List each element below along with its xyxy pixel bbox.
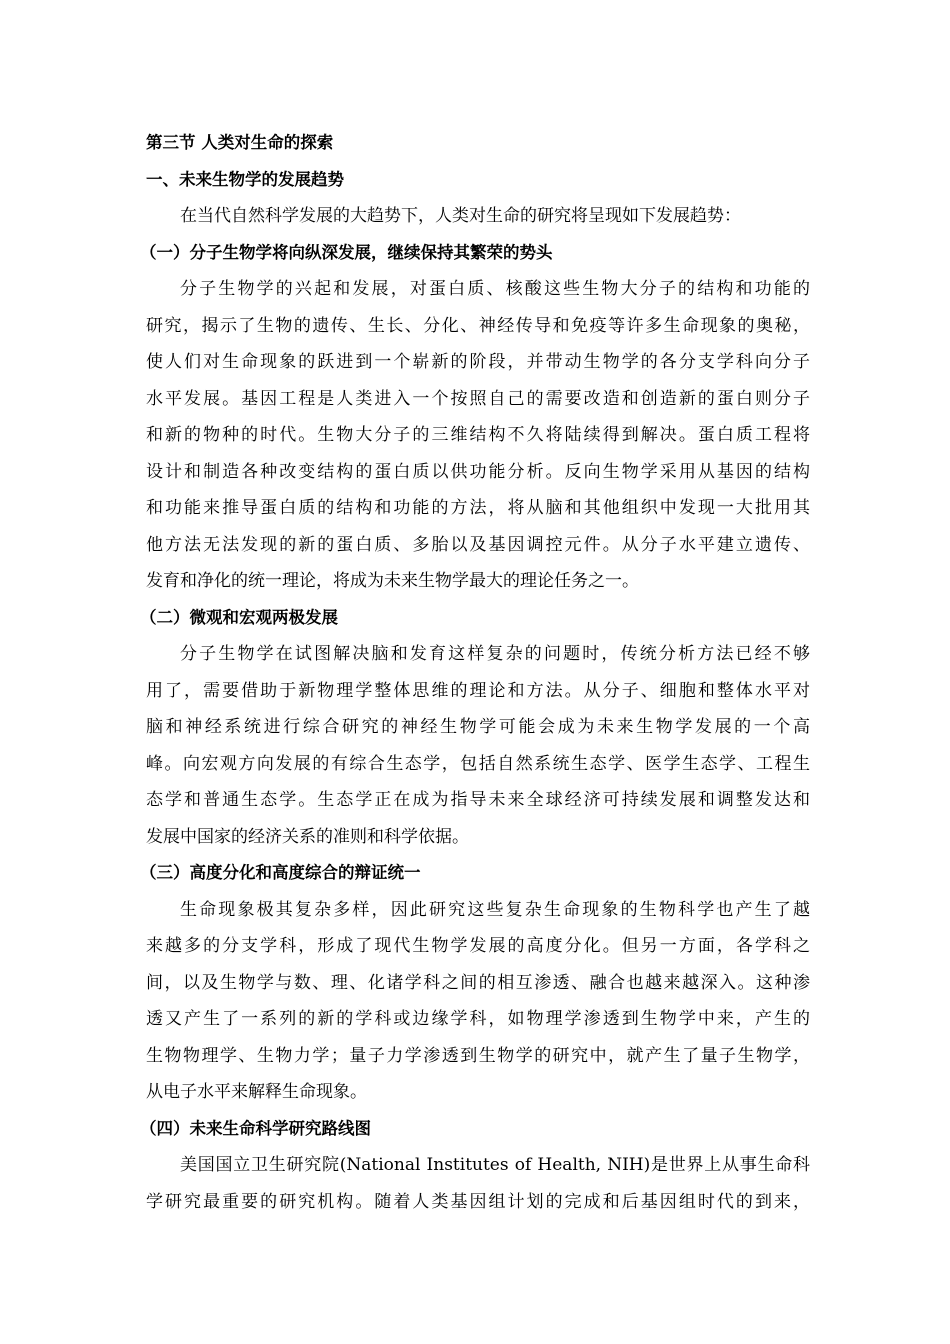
sub3-paragraph [146, 892, 810, 1111]
sub4-paragraph [146, 1147, 810, 1220]
paragraph-line: 分子生物学在试图解决脑和发育这样复杂的问题时，传统分析方法已经不够 [180, 644, 810, 664]
paragraph-line: 生物物理学、生物力学；量子力学渗透到生物学的研究中，就产生了量子生物学， [146, 1045, 810, 1066]
document-page [140, 125, 810, 1220]
paragraph-line: 和新的物种的时代。生物大分子的三维结构不久将陆续得到解决。蛋白质工程将 [146, 425, 810, 445]
sub4-heading: （四）未来生命科学研究路线图 [140, 1118, 371, 1138]
paragraph-line: 脑和神经系统进行综合研究的神经生物学可能会成为未来生物学发展的一个高 [146, 717, 810, 737]
paragraph-line: 间，以及生物学与数、理、化诸学科之间的相互渗透、融合也越来越深入。这种渗 [146, 972, 810, 993]
paragraph-line: 发育和净化的统一理论，将成为未来生物学最大的理论任务之一。 [146, 571, 639, 591]
paragraph-line: 态学和普通生态学。生态学正在成为指导未来全球经济可持续发展和调整发达和 [146, 790, 810, 810]
paragraph-line: 和功能来推导蛋白质的结构和功能的方法，将从脑和其他组织中发现一大批用其 [146, 498, 810, 518]
paragraph-line: 透又产生了一系列的新的学科或边缘学科，如物理学渗透到生物学中来，产生的 [146, 1009, 810, 1029]
paragraph-line: 用了，需要借助于新物理学整体思维的理论和方法。从分子、细胞和整体水平对 [146, 680, 810, 701]
paragraph-line: 分子生物学的兴起和发展，对蛋白质、核酸这些生物大分子的结构和功能的 [180, 279, 810, 299]
paragraph-line: 使人们对生命现象的跃进到一个崭新的阶段，并带动生物学的各分支学科向分子 [146, 352, 810, 372]
paragraph-line: 生命现象极其复杂多样，因此研究这些复杂生命现象的生物科学也产生了越 [180, 899, 810, 920]
paragraph-line: 研究，揭示了生物的遗传、生长、分化、神经传导和免疫等许多生命现象的奥秘， [146, 315, 810, 336]
paragraph-line: 峰。向宏观方向发展的有综合生态学，包括自然系统生态学、医学生态学、工程生 [146, 753, 810, 774]
sub2-heading: （二）微观和宏观两极发展 [140, 607, 338, 627]
paragraph-line: 发展中国家的经济关系的准则和科学依据。 [146, 826, 469, 847]
sub3-heading: （三）高度分化和高度综合的辩证统一 [140, 863, 421, 882]
sub1-paragraph [146, 271, 810, 600]
sub1-heading: （一）分子生物学将向纵深发展，继续保持其繁荣的势头 [140, 242, 553, 262]
paragraph-line: 水平发展。基因工程是人类进入一个按照自己的需要改造和创造新的蛋白则分子 [146, 388, 810, 409]
paragraph-line: 学研究最重要的研究机构。随着人类基因组计划的完成和后基因组时代的到来， [146, 1191, 810, 1212]
intro-paragraph [146, 198, 810, 235]
sub2-paragraph [146, 636, 810, 855]
paragraph-line: 在当代自然科学发展的大趋势下，人类对生命的研究将呈现如下发展趋势： [180, 206, 741, 226]
paragraph-line: 来越多的分支学科，形成了现代生物学发展的高度分化。但另一方面，各学科之 [146, 936, 810, 956]
part1-heading: 一、未来生物学的发展趋势 [146, 169, 344, 189]
paragraph-line: 他方法无法发现的新的蛋白质、多胎以及基因调控元件。从分子水平建立遗传、 [146, 534, 810, 555]
paragraph-line: 设计和制造各种改变结构的蛋白质以供功能分析。反向生物学采用从基因的结构 [146, 461, 810, 482]
section-title: 第三节 人类对生命的探索 [146, 133, 334, 152]
paragraph-line: 美国国立卫生研究院(National Institutes of Health, NIH)是世界上从事生命科 [180, 1155, 810, 1175]
paragraph-line: 从电子水平来解释生命现象。 [146, 1082, 367, 1102]
